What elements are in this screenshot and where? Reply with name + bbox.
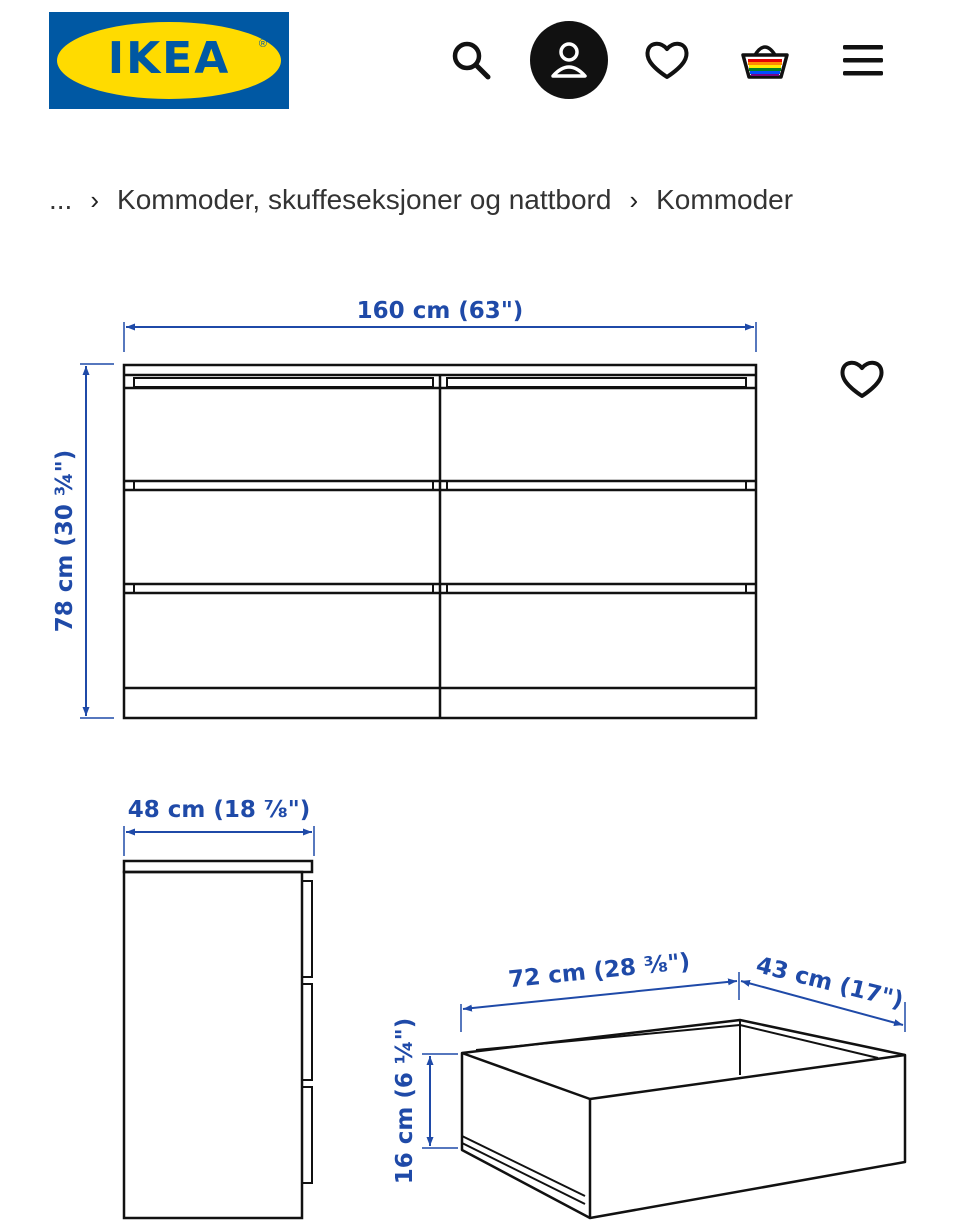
breadcrumb-ellipsis[interactable]: ...	[49, 184, 73, 215]
breadcrumb-separator: ›	[90, 184, 100, 215]
depth-label: 48 cm (18 ⅞")	[127, 797, 311, 823]
dresser-side-view	[124, 861, 312, 1218]
height-dimension	[52, 364, 114, 718]
drawer-width-dimension	[461, 949, 739, 1032]
drawer-depth-label: 43 cm (17")	[753, 952, 906, 1015]
logo-registered-mark: ®	[258, 38, 267, 50]
width-dimension	[124, 298, 756, 352]
width-label: 160 cm (63")	[356, 298, 524, 324]
product-favorite-button[interactable]	[835, 352, 889, 406]
depth-dimension	[124, 797, 314, 856]
drawer-depth-dimension	[741, 952, 906, 1032]
logo-text: IKEA	[107, 33, 231, 84]
breadcrumb-item-category[interactable]: Kommoder, skuffeseksjoner og nattbord	[117, 184, 612, 215]
dresser-front-view	[124, 365, 756, 718]
breadcrumb-separator: ›	[629, 184, 639, 215]
drawer-height-label: 16 cm (6 ¼")	[392, 1017, 418, 1185]
breadcrumb-item-current[interactable]: Kommoder	[656, 184, 794, 215]
height-label: 78 cm (30 ¾")	[52, 449, 78, 633]
drawer-illustration	[462, 1020, 905, 1218]
heart-icon	[839, 358, 885, 400]
drawer-width-label: 72 cm (28 ⅜")	[507, 948, 692, 994]
drawer-height-dimension	[392, 1018, 458, 1184]
